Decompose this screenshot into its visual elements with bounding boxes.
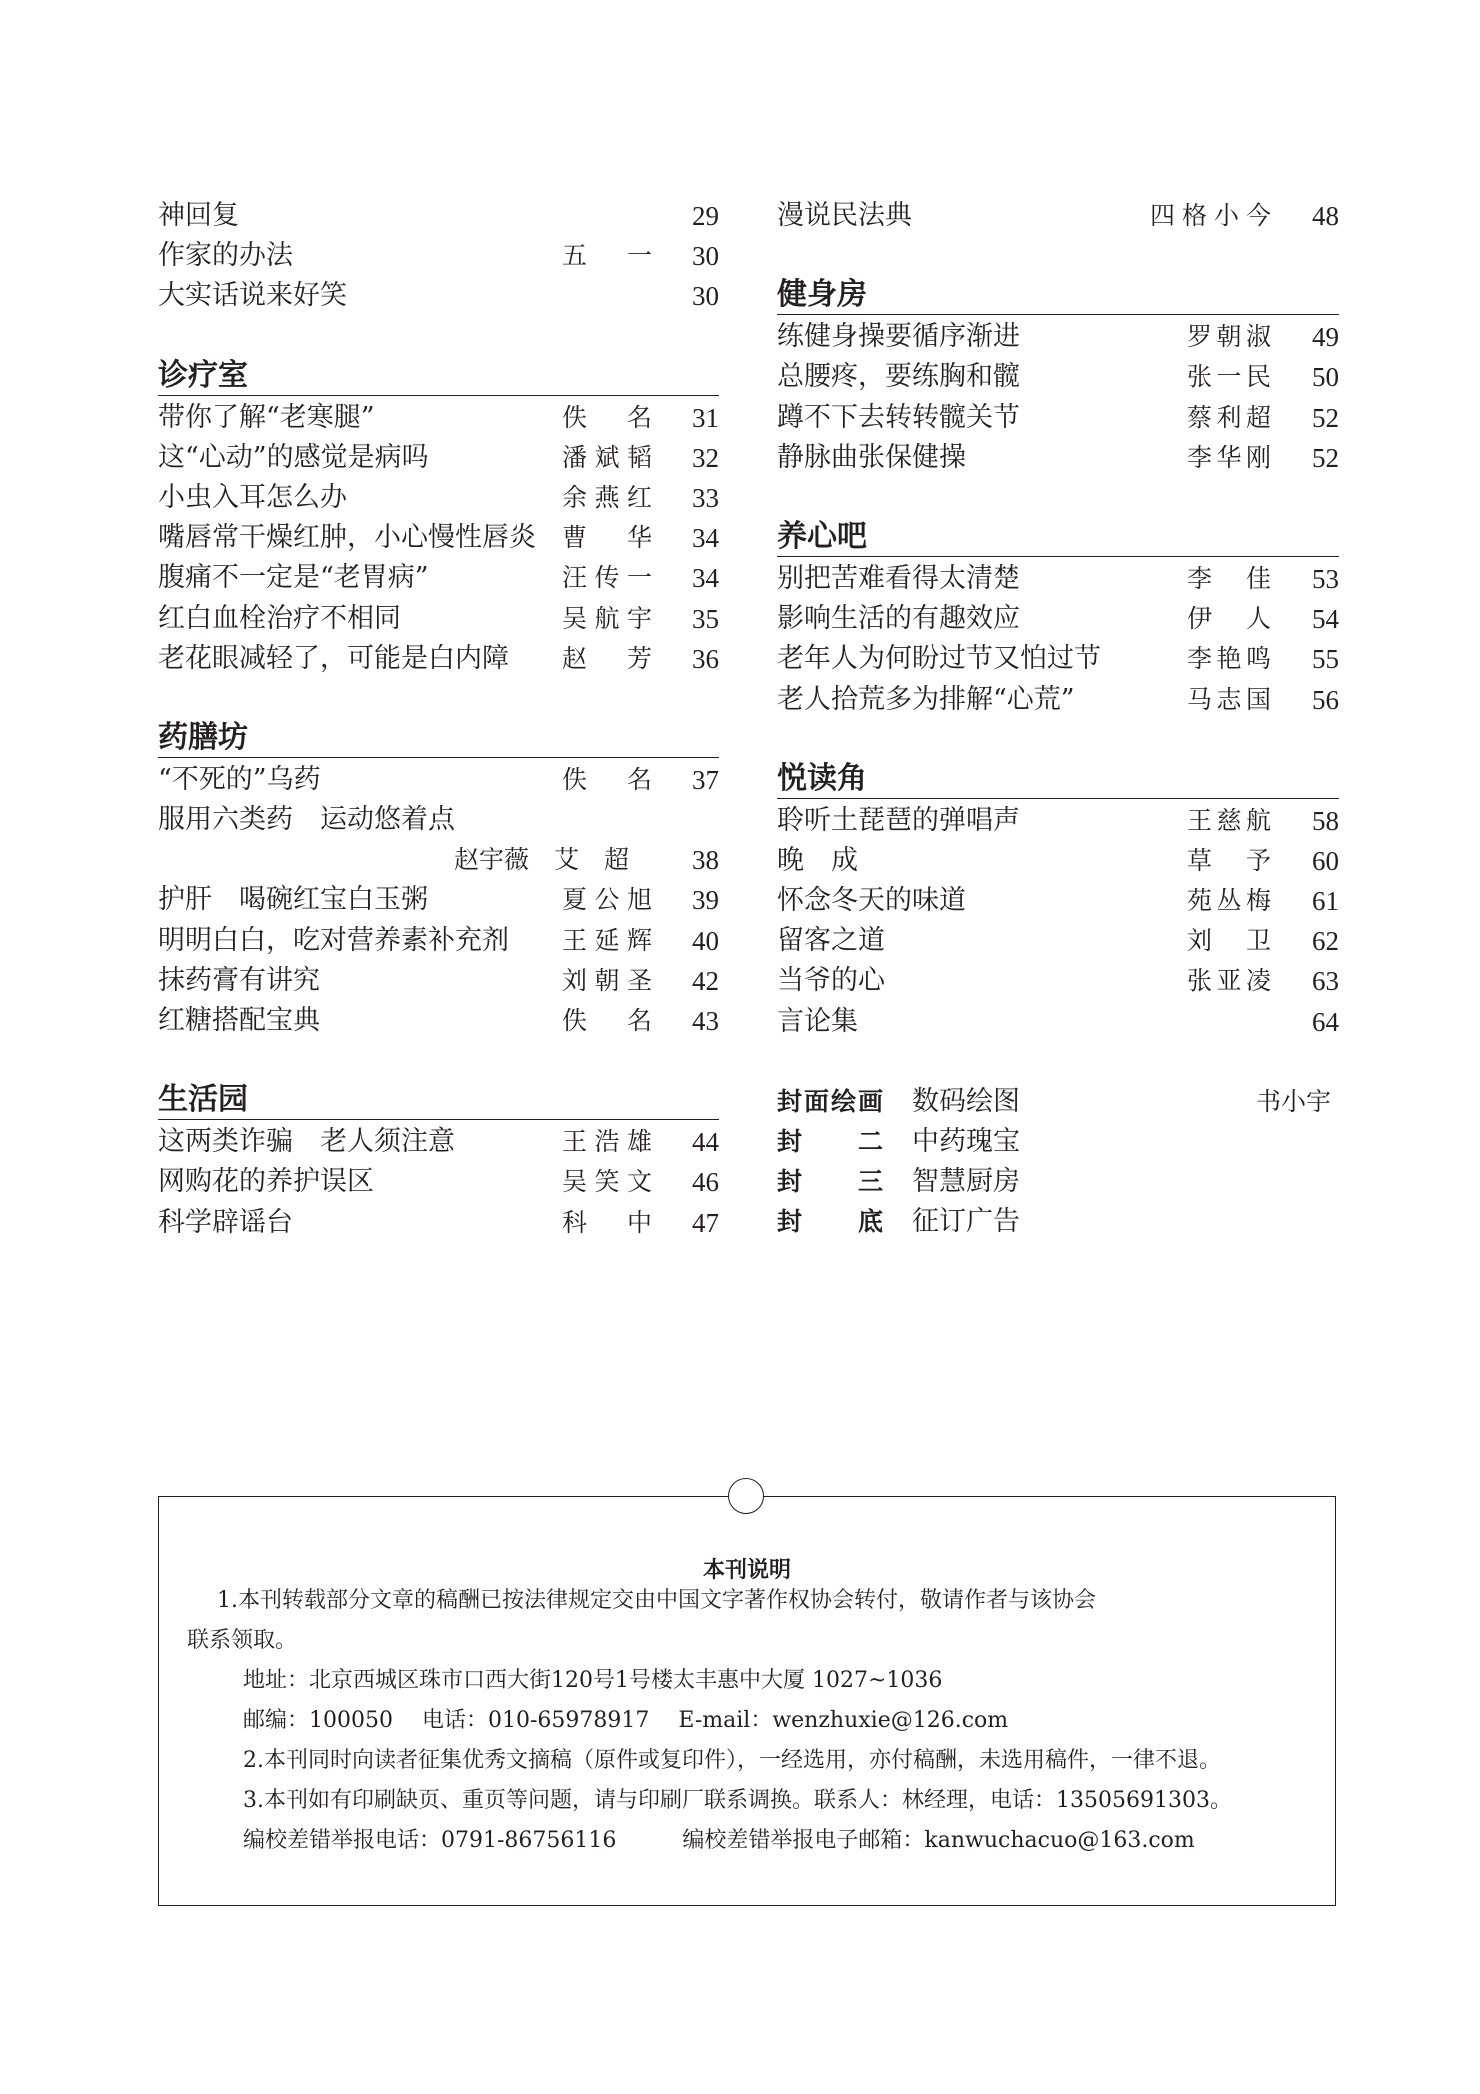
section-title-yueduajiao: 悦读角 (777, 760, 1339, 799)
cover-credit (777, 1082, 1339, 1122)
entry-page: 31 (692, 402, 719, 433)
entry-page: 54 (1312, 604, 1339, 635)
entry-author: 赵芳 (562, 643, 652, 673)
entry-author: 张亚凌 (1187, 966, 1271, 996)
entry-title: 影响生活的有趣效应 (777, 603, 1020, 635)
entry-page: 32 (692, 442, 719, 473)
notice-item2: 2.本刊同时向读者征集优秀文摘稿（原件或复印件），一经选用，亦付稿酬，未选用稿件，一律不退。 (243, 1748, 1221, 1773)
entry-title: 静脉曲张保健操 (777, 441, 966, 473)
entry-page: 34 (692, 563, 719, 594)
entry-page: 43 (692, 1006, 719, 1036)
toc-entry[interactable] (158, 1203, 719, 1243)
toc-right-column (777, 196, 1339, 1242)
cover-label: 封三 (777, 1166, 883, 1196)
entry-title: 带你了解“老寒腿” (158, 401, 375, 433)
toc-entry[interactable] (158, 1001, 719, 1041)
entry-page: 48 (1312, 201, 1339, 231)
entry-author: 李佳 (1187, 563, 1271, 593)
entry-title: 蹲不下去转转髋关节 (777, 401, 1020, 433)
entry-author: 汪传一 (562, 563, 652, 593)
toc-entry[interactable] (158, 276, 719, 316)
toc-entry[interactable] (777, 317, 1339, 357)
notice-item1-line2: 联系领取。 (187, 1628, 298, 1653)
entry-title: 嘴唇常干燥红肿，小心慢性唇炎 (158, 522, 536, 554)
toc-entry[interactable] (777, 1002, 1339, 1042)
entry-page: 36 (692, 643, 719, 674)
entry-page: 44 (692, 1127, 719, 1158)
entry-author: 李艳鸣 (1187, 644, 1271, 674)
section-title-yaoshanfang: 药膳坊 (158, 719, 719, 758)
entry-title: 作家的办法 (158, 240, 293, 272)
toc-entry[interactable] (777, 680, 1339, 720)
entry-page: 47 (692, 1207, 719, 1238)
entry-page: 39 (692, 885, 719, 916)
entry-title: 抹药膏有讲究 (158, 964, 320, 996)
entry-author: 吴笑文 (562, 1167, 652, 1197)
section-title-zhenliaoshi: 诊疗室 (158, 357, 719, 396)
entry-author: 苑丛梅 (1187, 886, 1271, 916)
entry-title: 老花眼减轻了，可能是白内障 (158, 642, 509, 674)
entry-title: 护肝 喝碗红宝白玉粥 (158, 884, 428, 916)
toc-entry[interactable] (158, 639, 719, 679)
entry-page: 35 (692, 603, 719, 634)
cover-value: 智慧厨房 (912, 1165, 1020, 1197)
section-title-shenghuoyuan: 生活园 (158, 1081, 719, 1120)
toc-entry[interactable] (777, 801, 1339, 841)
entry-author: 王慈航 (1187, 805, 1271, 835)
entry-page: 62 (1312, 926, 1339, 957)
entry-page: 49 (1312, 322, 1339, 353)
entry-title: 大实话说来好笑 (158, 280, 347, 312)
cover-credit (777, 1122, 1339, 1162)
entry-page: 56 (1312, 684, 1339, 715)
entry-title: 红白血栓治疗不相同 (158, 602, 401, 634)
entry-page: 52 (1312, 442, 1339, 473)
entry-author: 刘朝圣 (562, 965, 652, 995)
section-title-jianshenfang: 健身房 (777, 276, 1339, 315)
entry-page: 53 (1312, 563, 1339, 594)
notice-title: 本刊说明 (702, 1558, 791, 1583)
toc-entry[interactable] (158, 398, 719, 438)
entry-author: 刘卫 (1187, 926, 1271, 956)
toc-entry[interactable] (777, 841, 1339, 881)
entry-page: 40 (692, 925, 719, 956)
spacer (777, 1042, 1339, 1082)
entry-title: 言论集 (777, 1005, 858, 1037)
toc-entry[interactable] (158, 1122, 719, 1162)
entry-title: 科学辟谣台 (158, 1206, 293, 1238)
entry-author: 五 一 (562, 241, 652, 271)
notice-postcode-phone-email: 邮编：100050 电话：010-65978917 E-mail：wenzhuxie@126.com (243, 1708, 1009, 1733)
notice-item3: 3.本刊如有印刷缺页、重页等问题，请与印刷厂联系调换。联系人：林经理，电话：13505691303。 (243, 1788, 1232, 1813)
entry-page: 38 (692, 845, 719, 876)
entry-author: 伊人 (1187, 604, 1271, 634)
cover-label: 封面绘画 (777, 1086, 883, 1116)
entry-author: 佚名 (562, 1006, 652, 1035)
entry-author: 科中 (562, 1207, 652, 1237)
toc-entry[interactable] (777, 599, 1339, 639)
toc-entry[interactable] (158, 760, 719, 800)
cover-credit (777, 1162, 1339, 1202)
toc-entry[interactable] (777, 921, 1339, 961)
entry-title: 这“心动”的感觉是病吗 (158, 441, 429, 473)
entry-author: 李华刚 (1187, 442, 1271, 472)
entry-page: 61 (1312, 886, 1339, 917)
entry-author: 草予 (1187, 845, 1271, 875)
toc-entry[interactable] (777, 559, 1339, 599)
entry-title: 留客之道 (777, 925, 885, 957)
toc-entry[interactable] (158, 921, 719, 961)
entry-title: 别把苦难看得太清楚 (777, 562, 1020, 594)
toc-entry[interactable] (158, 438, 719, 478)
toc-entry[interactable] (777, 196, 1339, 236)
entry-title: 老年人为何盼过节又怕过节 (777, 643, 1101, 675)
cover-credit (777, 1202, 1339, 1242)
toc-entry[interactable] (158, 800, 719, 840)
toc-entry[interactable] (158, 880, 719, 920)
entry-title: 总腰疼，要练胸和髋 (777, 361, 1020, 393)
entry-title: 老人拾荒多为排解“心荒” (777, 683, 1075, 715)
toc-entry[interactable] (158, 558, 719, 598)
toc-entry[interactable] (777, 881, 1339, 921)
entry-author: 余燕红 (562, 482, 652, 512)
toc-entry[interactable] (158, 196, 719, 236)
entry-author: 潘斌韬 (562, 442, 652, 472)
entry-page: 60 (1312, 845, 1339, 876)
entry-title: 这两类诈骗 老人须注意 (158, 1126, 455, 1158)
entry-title: 网购花的养护误区 (158, 1166, 374, 1198)
entry-title: 明明白白，吃对营养素补充剂 (158, 924, 509, 956)
toc-entry[interactable] (777, 639, 1339, 679)
entry-title: “不死的”乌药 (158, 763, 321, 795)
entry-author: 曹华 (562, 523, 652, 553)
entry-page: 30 (692, 281, 719, 312)
entry-page: 30 (692, 241, 719, 272)
cover-value: 数码绘图 (912, 1085, 1020, 1117)
entry-title: 聆听土琵琶的弹唱声 (777, 804, 1020, 836)
toc-entry[interactable] (777, 438, 1339, 478)
toc-entry[interactable] (777, 398, 1339, 438)
entry-page: 42 (692, 965, 719, 996)
entry-author: 王延辉 (562, 925, 652, 955)
entry-author: 四格小今 (1150, 201, 1271, 230)
entry-page: 58 (1312, 805, 1339, 836)
entry-title: 当爷的心 (777, 965, 885, 997)
cover-label: 封底 (777, 1206, 883, 1236)
notice-box (158, 1496, 1336, 1906)
entry-title: 神回复 (158, 200, 239, 231)
entry-author: 吴航宇 (562, 603, 652, 633)
entry-author: 夏公旭 (562, 885, 652, 915)
toc-entry[interactable] (158, 478, 719, 518)
entry-title: 怀念冬天的味道 (777, 885, 966, 917)
entry-page: 33 (692, 482, 719, 513)
cover-value: 征订广告 (912, 1205, 1020, 1237)
toc-entry-continuation[interactable] (158, 840, 719, 880)
section-title-yangxinba: 养心吧 (777, 518, 1339, 557)
entry-author: 王浩雄 (562, 1127, 652, 1157)
entry-author: 佚名 (562, 764, 652, 794)
entry-page: 52 (1312, 402, 1339, 433)
toc-entry[interactable] (158, 1162, 719, 1202)
toc-entry[interactable] (158, 961, 719, 1001)
cover-artist: 书小宇 (1255, 1086, 1331, 1116)
entry-page: 64 (1312, 1006, 1339, 1037)
notice-item1-line1: 1.本刊转载部分文章的稿酬已按法律规定交由中国文字著作权协会转付，敬请作者与该协会 (217, 1588, 1096, 1613)
entry-page: 50 (1312, 362, 1339, 393)
entry-page: 63 (1312, 966, 1339, 997)
entry-author: 马志国 (1187, 684, 1271, 714)
cover-value: 中药瑰宝 (912, 1125, 1020, 1157)
toc-entry[interactable] (158, 599, 719, 639)
entry-page: 55 (1312, 644, 1339, 675)
toc-entry[interactable] (158, 236, 719, 276)
entry-author: 赵宇薇 艾 超 (454, 845, 630, 875)
entry-title: 红糖搭配宝典 (158, 1005, 320, 1036)
entry-title: 晚 成 (777, 844, 858, 876)
notice-report-line: 编校差错举报电话：0791-86756116 编校差错举报电子邮箱：kanwuchacuo@163.com (243, 1828, 1195, 1853)
entry-title: 服用六类药 运动悠着点 (158, 804, 455, 836)
entry-page: 29 (692, 201, 719, 231)
entry-author: 佚名 (562, 402, 652, 432)
toc-entry[interactable] (158, 518, 719, 558)
toc-left-column (158, 196, 719, 1243)
toc-entry[interactable] (777, 357, 1339, 397)
entry-page: 46 (692, 1167, 719, 1198)
entry-title: 漫说民法典 (777, 200, 912, 231)
notice-address: 地址：北京西城区珠市口西大街120号1号楼太丰惠中大厦 1027~1036 (243, 1668, 943, 1693)
entry-author: 蔡利超 (1187, 402, 1271, 432)
cover-label: 封二 (777, 1126, 883, 1156)
entry-page: 37 (692, 764, 719, 795)
notice-circle-ornament (728, 1478, 764, 1514)
entry-title: 小虫入耳怎么办 (158, 481, 347, 513)
toc-entry[interactable] (777, 961, 1339, 1001)
entry-author: 张一民 (1187, 362, 1271, 392)
entry-title: 练健身操要循序渐进 (777, 321, 1020, 353)
entry-title: 腹痛不一定是“老胃病” (158, 562, 429, 594)
entry-page: 34 (692, 523, 719, 554)
entry-author: 罗朝淑 (1187, 322, 1271, 352)
